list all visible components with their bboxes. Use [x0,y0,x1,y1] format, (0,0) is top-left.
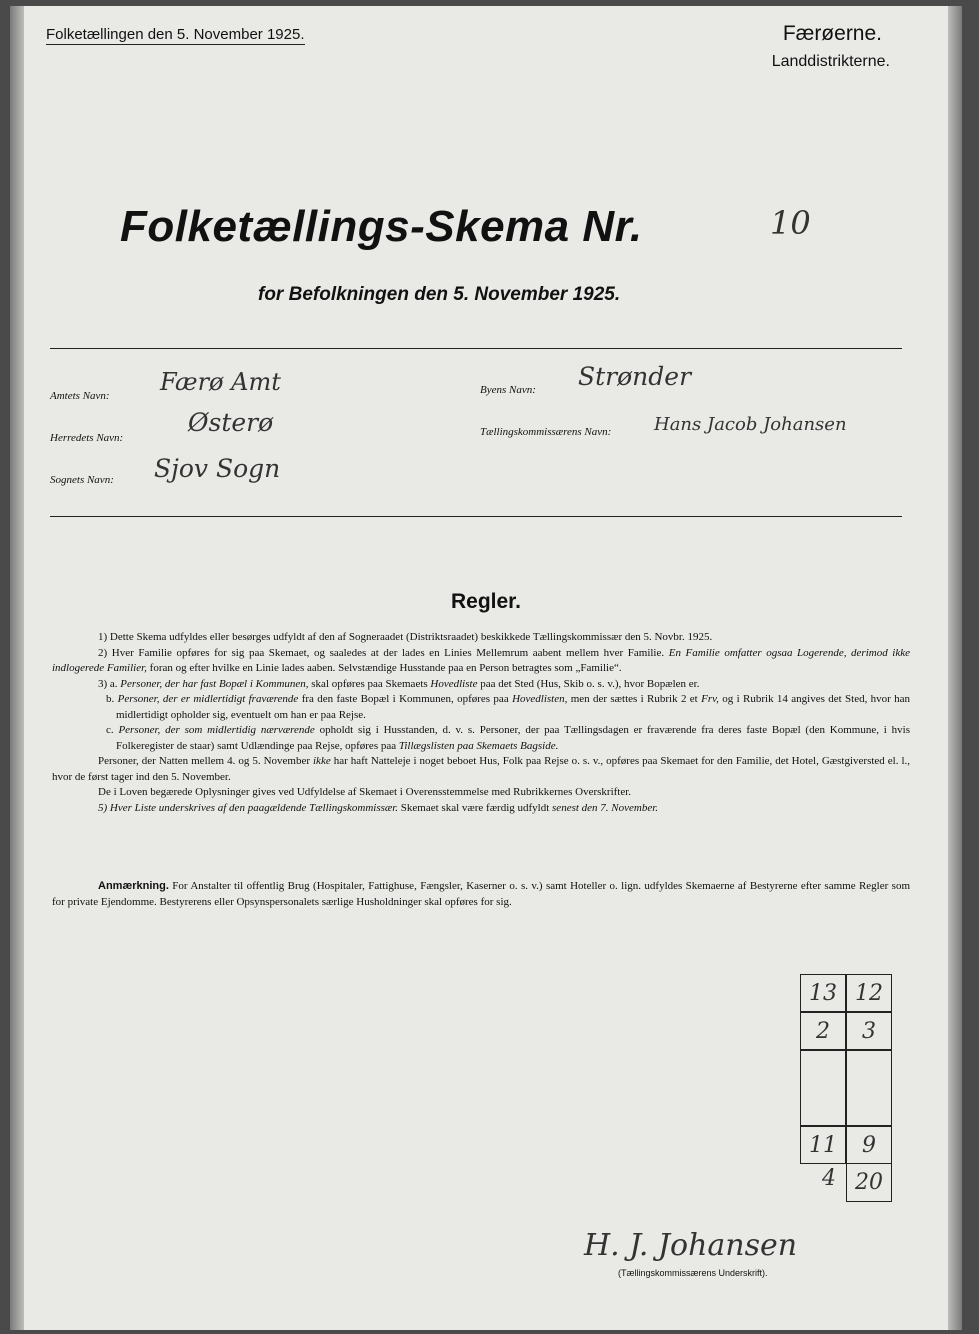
signature[interactable]: H. J. Johansen [584,1228,798,1263]
herred-value[interactable]: Østerø [188,408,274,437]
tally-cell[interactable]: 11 [800,1126,846,1164]
tally-cell[interactable] [800,1050,846,1126]
tally-cell[interactable] [846,1050,892,1126]
tally-cell[interactable]: 9 [846,1126,892,1164]
byen-label: Byens Navn: [480,384,536,396]
page-edge-left [10,6,24,1330]
herred-label: Herredets Navn: [50,432,124,444]
kommissaer-label: Tællingskommissærens Navn: [480,426,612,438]
anmaerkning [52,878,910,910]
rule-3b: b. Personer, der er midlertidigt fraværende fra den faste Bopæl i Kommunen, opføres paa Hovedlisten, men der sættes i Rubrik 2 et Frv, og i Rubrik 14 angives det Sted, hvor han midlertidigt opholder sig, eventuelt om han er paa Rejse. [106,693,911,721]
regler-title: Regler. [450,590,522,613]
divider-bottom [50,516,902,517]
tally-total-left[interactable]: 4 [822,1166,836,1191]
census-form-page [10,6,962,1330]
kommissaer-value[interactable]: Hans Jacob Johansen [654,414,847,435]
rule-3c: c. Personer, der som midlertidig nærværende opholdt sig i Husstanden, d. v. s. Personer, der paa Tællingsdagen er fraværende fra deres faste Bopæl (den Kommune, i hvis Folkeregister de staar) samt Udlændinge paa Rejse, opføres paa Tillægslisten paa Skemaets Bagside. [106,724,910,752]
rule-6: 5) Hver Liste underskrives af den paagældende Tællingskommissær. Skemaet skal være færdig udfyldt senest den 7. November. [98,801,659,814]
form-subtitle: for Befolkningen den 5. November 1925. [258,284,621,305]
rule-4: Personer, der Natten mellem 4. og 5. November ikke har haft Natteleje i noget beboet Hus, Folk paa Rejse o. s. v., opføres paa Skemaet for den Familie, det Hotel, Gæstgiversted el. l., hvor de først tager ind den 5. November. [52,755,911,783]
amt-label: Amtets Navn: [50,390,110,402]
rule-5: De i Loven begærede Oplysninger gives ved Udfyldelse af Skemaet i Overensstemmelse med Rubrikkernes Overskrifter. [98,786,632,798]
regler-text [52,630,910,816]
form-number: 10 [770,204,811,242]
byen-value[interactable]: Strønder [578,362,692,391]
page-edge-right [948,6,962,1330]
form-title: Folketællings-Skema Nr. [120,202,643,251]
region-label: Færøerne. [782,22,882,45]
tally-cell[interactable]: 3 [846,1012,892,1050]
tally-cell[interactable]: 12 [846,974,892,1012]
anmaerkning-text: For Anstalter til offentlig Brug (Hospitaler, Fattighuse, Fængsler, Kaserner o. s. v.) samt Hoteller o. lign. udfyldes Skemaerne af Bestyrerne efter samme Regler som for private Ejendomme. Bestyrerens eller Opsynspersonalets særlige Husholdninger skal opføres for sig. [52,880,911,908]
anmaerkning-label: Anmærkning. [98,880,169,892]
sogn-value[interactable]: Sjov Sogn [154,454,281,483]
rule-2: 2) Hver Familie opføres for sig paa Skemaet, og saaledes at der lades en Linies Mellemrum aabent mellem hver Familie. En Familie omfatter ogsaa Logerende, derimod ikke indlogerede Familier, foran og efter hvilke en Linie lades aaben. Selvstændige Husstande paa en Person betragtes som „Familie“. [52,646,910,674]
tally-cell[interactable]: 13 [800,974,846,1012]
signature-label: (Tællingskommissærens Underskrift). [618,1268,768,1278]
tally-total-right[interactable]: 20 [846,1164,892,1202]
divider-top [50,348,902,349]
census-header-line: Folketællingen den 5. November 1925. [46,26,305,43]
tally-cell[interactable]: 2 [800,1012,846,1050]
district-label: Landdistrikterne. [771,53,890,70]
rule-3a: 3) a. Personer, der har fast Bopæl i Kommunen, skal opføres paa Skemaets Hovedliste paa det Sted (Hus, Skib o. s. v.), hvor Bopælen er. [98,677,700,690]
sogn-label: Sognets Navn: [50,474,114,486]
amt-value[interactable]: Færø Amt [160,368,281,396]
rule-1: 1) Dette Skema udfyldes eller besørges udfyldt af den af Sogneraadet (Distriktsraadet) beskikkede Tællingskommissær den 5. Novbr. 1925. [98,631,713,643]
